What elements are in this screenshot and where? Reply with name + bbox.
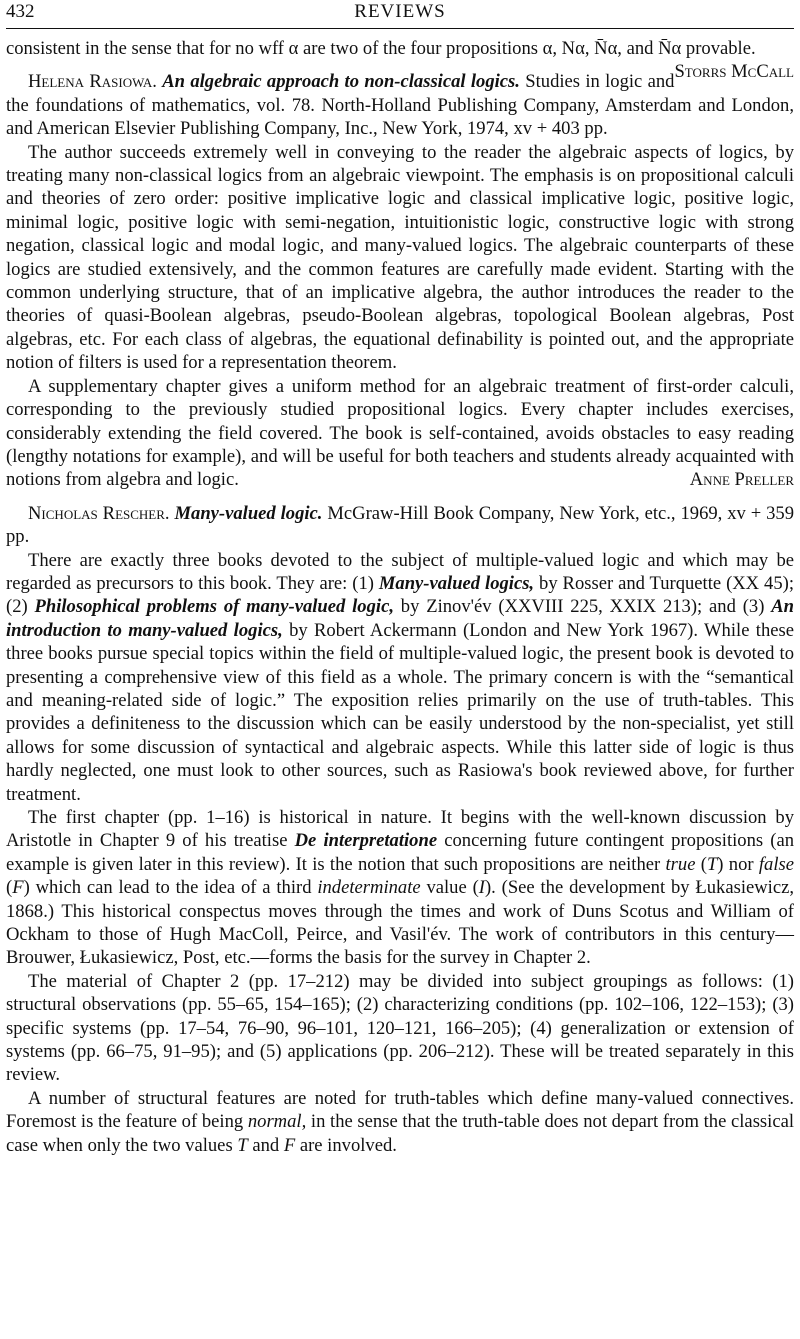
cited-title: De interpretatione <box>294 830 438 852</box>
italic-term: T <box>706 853 718 875</box>
review-paragraph: There are exactly three books devoted to the subject of multiple-valued logic and which may be regarded as precursors to this book. They are: (1) Many-valued logics, by Rosser and Turquette (XX 45); (2) Philosophical problems of many-valued logic, by Zinov'év (XXVIII 225, XXIX 213); and (3) An introduction to many-valued logics, by Robert Ackermann (London and New York 1967). While these three books pursue special topics within the field of multiple-valued logic, the present book is devoted to presenting a comprehensive view of this field as a whole. The primary concern is with the “semantical and meaning-related side of logic.” The exposition relies primarily on the use of truth-tables. This provides a definiteness to the discussion which can be easily understood by the non-specialist, yet still allows for some discussion of syntactical and algebraic aspects. While this latter side of logic is thus hardly neglected, one must look to other sources, such as Rasiowa's book reviewed above, for further treatment. <box>6 549 794 805</box>
continuation-paragraph: consistent in the sense that for no wff α are two of the four propositions α, Nα, N̄α, and N̄α provable. Storrs McCall <box>6 38 794 83</box>
italic-term: I <box>478 877 485 899</box>
reviewer-signature: Anne Preller <box>689 469 794 491</box>
review-rasiowa <box>6 70 794 491</box>
cited-title: Philosophical problems of many-valued logic, <box>34 596 394 618</box>
italic-term: T <box>237 1134 248 1156</box>
cited-title: An introduction to many-valued logics, <box>6 596 794 641</box>
running-title: REVIEWS <box>354 1 446 22</box>
book-title: An algebraic approach to non-classical logics. <box>162 71 520 93</box>
page-header <box>6 0 794 28</box>
publication-details: McGraw-Hill Book Company, New York, etc., 1969, xv + 359 pp. <box>6 502 795 548</box>
italic-term: normal, <box>247 1111 307 1133</box>
cited-title: Many-valued logics, <box>378 572 535 594</box>
review-paragraph: The author succeeds extremely well in conveying to the reader the algebraic aspects of logics, by treating many non-classical logics from an algebraic viewpoint. The emphasis is on propositional calculi and theories of zero order: positive implicative logic and classical implicative logic, positive logic, minimal logic, positive logic with semi-negation, intuitionistic logic, constructive logic with strong negation, classical logic and modal logic, and many-valued logics. The algebraic counterparts of these logics are studied extensively, and the common features are carefully made evident. Starting with the common underlying structure, that of an implicative algebra, the author introduces the reader to the theories of quasi-Boolean algebras, pseudo-Boolean algebras, topological Boolean algebras, Post algebras, etc. For each class of algebras, the equational definability is pointed out, and the appropriate notion of filters is used for a representation theorem. <box>6 141 794 374</box>
review-paragraph: The material of Chapter 2 (pp. 17–212) may be divided into subject groupings as follows: (1) structural observations (pp. 55–65, 154–165); (2) characterizing conditions (pp. 102–106, 122–153); (3) specific systems (pp. 17–54, 76–90, 96–101, 120–121, 166–205); (4) generalization or extension of systems (pp. 66–75, 91–95); and (5) applications (pp. 206–212). These will be treated separately in this review. <box>6 970 794 1086</box>
publication-details: Studies in logic and the foundations of mathematics, vol. 78. North-Holland Publishing Company, Amsterdam and London, and American Elsevier Publishing Company, Inc., New York, 1974, xv + 403 pp. <box>6 71 794 140</box>
italic-term: F <box>283 1134 296 1156</box>
review-citation <box>6 502 794 549</box>
italic-term: F <box>12 877 24 899</box>
reviewer-signature: Storrs McCall <box>674 61 794 83</box>
review-paragraph: A number of structural features are noted for truth-tables which define many-valued connectives. Foremost is the feature of being normal, in the sense that the truth-table does not depart from the classical case when only the two values T and F are involved. <box>6 1087 794 1156</box>
page-number: 432 <box>6 1 35 22</box>
italic-term: true <box>665 853 696 875</box>
book-title: Many-valued logic. <box>174 502 323 524</box>
italic-term: indeterminate <box>317 877 421 899</box>
header-rule <box>6 28 794 29</box>
review-rescher <box>6 502 794 1157</box>
italic-term: false <box>758 853 794 875</box>
review-paragraph: The first chapter (pp. 1–16) is historical in nature. It begins with the well-known discussion by Aristotle in Chapter 9 of his treatise De interpretatione concerning future contingent propositions (an example is given later in this review). It is the notion that such propositions are neither true (T) nor false (F) which can lead to the idea of a third indeterminate value (I). (See the development by Łukasiewicz, 1868.) This historical conspectus moves through the times and work of Duns Scotus and William of Ockham to those of Hugh MacColl, Peirce, and Vasil'év. The work of contributors in this century—Brouwer, Łukasiewicz, Post, etc.—forms the basis for the survey in Chapter 2. <box>6 807 794 969</box>
book-author: Nicholas Rescher. <box>28 502 170 524</box>
book-author: Helena Rasiowa. <box>28 71 157 93</box>
review-paragraph: A supplementary chapter gives a uniform method for an algebraic treatment of first-order calculi, corresponding to the previously studied propositional logics. Every chapter includes exercises, considerably extending the field covered. The book is self-contained, avoids obstacles to easy reading (lengthy notations for example), and will be useful for both teachers and students already acquainted with notions from algebra and logic. Anne Preller <box>6 375 794 491</box>
